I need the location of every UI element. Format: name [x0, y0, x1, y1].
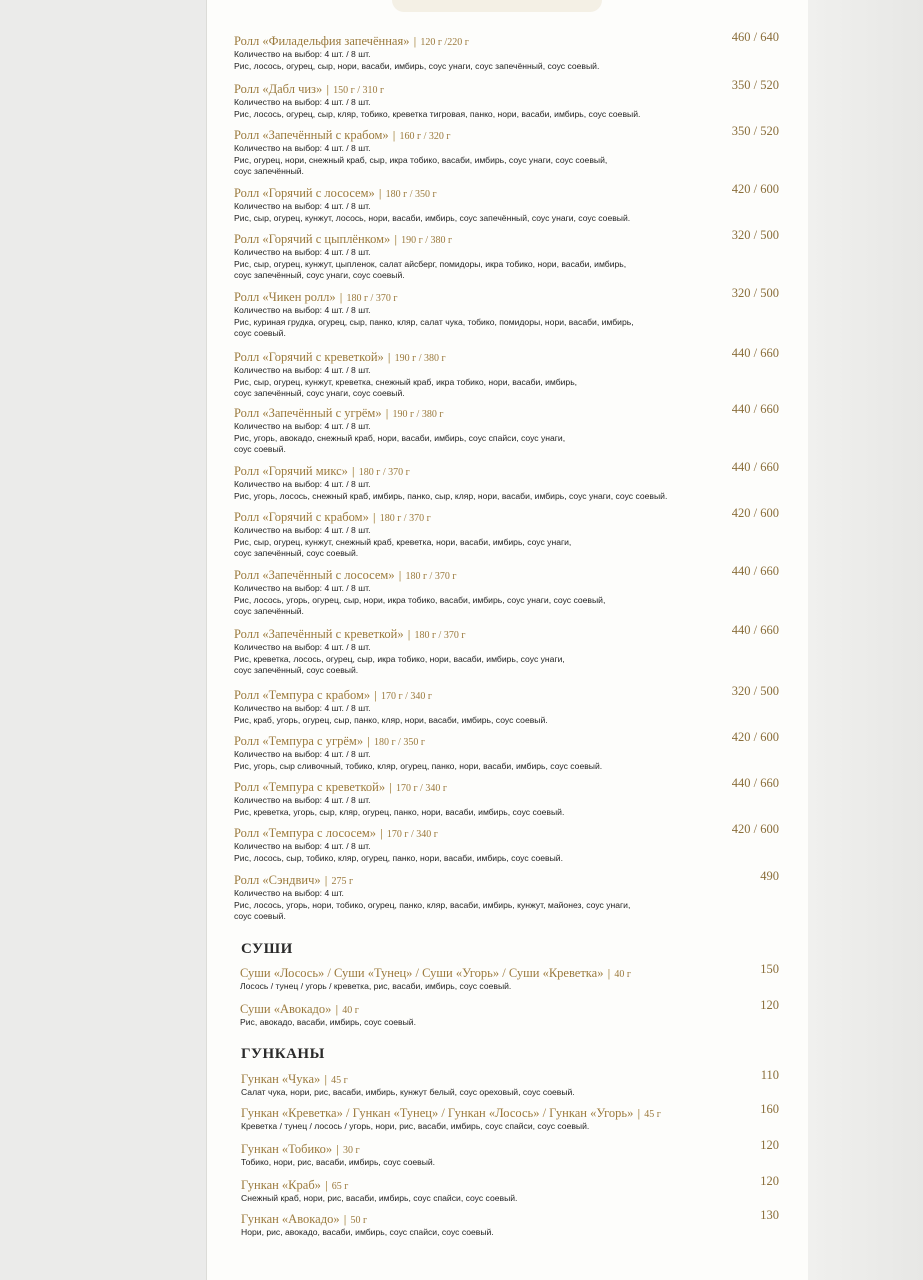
menu-item [234, 824, 779, 864]
section-title: ГУНКАНЫ [241, 1046, 325, 1062]
item-weight: 180 г / 350 г [385, 189, 437, 200]
item-weight: 120 г /220 г [420, 37, 469, 48]
item-price: 440 / 660 [731, 776, 779, 790]
item-ingredients: Рис, сыр, огурец, кунжут, цыпленок, салат айсберг, помидоры, икра тобико, нори, васаби, имбирь, [234, 258, 627, 269]
item-name: Ролл «Горячий с крабом» [234, 510, 369, 524]
separator: | [389, 782, 392, 794]
separator: | [324, 875, 328, 887]
separator: | [326, 84, 330, 96]
item-price: 320 / 500 [731, 684, 779, 698]
item-price: 420 / 600 [731, 730, 779, 744]
separator: | [637, 1108, 641, 1120]
item-ingredients: Рис, лосось, сыр, тобико, кляр, огурец, панко, нори, васаби, имбирь, соус соевый. [234, 852, 563, 863]
menu-item-header [234, 686, 779, 703]
item-ingredients: Тобико, нори, рис, васаби, имбирь, соус соевый. [241, 1157, 436, 1167]
item-weight: 190 г / 380 г [401, 235, 453, 246]
item-price: 420 / 600 [731, 506, 779, 520]
item-weight: 160 г / 320 г [399, 131, 451, 142]
menu-item [234, 625, 779, 677]
menu-item-header [240, 1000, 779, 1017]
item-quantity: Количество на выбор: 4 шт. / 8 шт. [234, 642, 371, 652]
item-name: Ролл «Запечённый с креветкой» [234, 627, 404, 641]
item-price: 120 [760, 1174, 779, 1188]
menu-item [241, 1140, 779, 1169]
menu-item-header [234, 404, 779, 421]
item-ingredients: Рис, лосось, огурец, сыр, нори, васаби, имбирь, соус унаги, соус запечённый, соус соевый. [234, 60, 600, 71]
item-price: 320 / 500 [731, 286, 779, 300]
item-weight: 150 г / 310 г [333, 85, 385, 96]
item-name: Гункан «Тобико» [241, 1142, 333, 1156]
item-ingredients: соус запечённый, соус соевый. [234, 665, 359, 676]
item-price: 350 / 520 [731, 78, 779, 92]
separator: | [367, 736, 370, 748]
menu-item [234, 80, 779, 120]
item-price: 150 [760, 962, 779, 976]
item-weight: 40 г [614, 969, 631, 980]
item-weight: 170 г / 340 г [386, 829, 438, 840]
item-name: Ролл «Запечённый с угрём» [234, 406, 382, 420]
item-ingredients: Креветка / тунец / лосось / угорь, нори, рис, васаби, имбирь, соус спайси, соус соевый. [241, 1121, 590, 1131]
item-price: 460 / 640 [731, 30, 779, 44]
item-name: Суши «Лосось» / Суши «Тунец» / Суши «Угорь» / Суши «Креветка» [240, 966, 604, 980]
menu-item-header [234, 566, 779, 583]
item-quantity: Количество на выбор: 4 шт. / 8 шт. [234, 143, 371, 153]
item-price: 440 / 660 [731, 564, 779, 578]
item-quantity: Количество на выбор: 4 шт. / 8 шт. [234, 49, 371, 59]
menu-item [234, 732, 779, 772]
item-ingredients: Рис, лосось, угорь, огурец, сыр, нори, икра тобико, васаби, имбирь, соус унаги, соус соевый, [234, 594, 606, 605]
menu-item [241, 1070, 779, 1099]
item-price: 440 / 660 [731, 346, 779, 360]
menu-item-header [234, 625, 779, 642]
separator: | [394, 234, 398, 246]
menu-item-header [234, 32, 779, 49]
item-ingredients: соус запечённый. [234, 166, 304, 177]
separator: | [413, 36, 417, 48]
item-weight: 275 г [331, 876, 354, 887]
menu-item [241, 1176, 779, 1205]
item-name: Ролл «Запечённый с лососем» [234, 568, 395, 582]
menu-item-header [234, 288, 779, 305]
item-ingredients: Рис, лосось, огурец, сыр, кляр, тобико, креветка тигровая, панко, нори, васаби, имбирь, соус соевый. [234, 108, 641, 119]
item-weight: 50 г [350, 1215, 368, 1226]
menu-item [234, 32, 779, 72]
item-name: Ролл «Горячий микс» [234, 464, 348, 478]
menu-item [241, 1104, 779, 1133]
menu-item [234, 462, 779, 502]
item-weight: 40 г [342, 1005, 359, 1016]
item-price: 440 / 660 [731, 460, 779, 474]
separator: | [324, 1074, 328, 1086]
menu-item-header [241, 1210, 779, 1227]
item-price: 440 / 660 [731, 623, 779, 637]
menu-item-header [234, 184, 779, 201]
menu-item-header [234, 732, 779, 749]
item-weight: 65 г [331, 1181, 349, 1192]
separator: | [351, 466, 355, 478]
item-name: Ролл «Темпура с креветкой» [234, 780, 386, 794]
item-ingredients: Салат чука, нори, рис, васаби, имбирь, кунжут белый, соус ореховый, соус соевый. [241, 1087, 575, 1097]
menu-item [241, 1210, 779, 1239]
item-ingredients: Рис, куриная грудка, огурец, сыр, панко, кляр, салат чука, тобико, помидоры, нори, васаби, имбирь, [234, 316, 634, 327]
item-name: Суши «Авокадо» [240, 1002, 332, 1016]
menu-item [234, 184, 779, 224]
item-ingredients: Рис, угорь, лосось, снежный краб, имбирь, панко, сыр, кляр, нори, васаби, имбирь, соус унаги, соус соевый. [234, 490, 668, 501]
item-name: Гункан «Авокадо» [241, 1212, 340, 1226]
item-weight: 180 г / 370 г [414, 630, 466, 641]
item-name: Гункан «Краб» [241, 1178, 321, 1192]
item-name: Гункан «Чука» [241, 1072, 321, 1086]
item-ingredients: Снежный краб, нори, рис, васаби, имбирь, соус спайси, соус соевый. [241, 1193, 518, 1203]
separator: | [380, 828, 383, 840]
item-price: 110 [760, 1068, 779, 1082]
item-name: Ролл «Запечённый с крабом» [234, 128, 389, 142]
separator: | [387, 352, 391, 364]
separator: | [335, 1004, 339, 1016]
item-ingredients: Рис, креветка, угорь, сыр, кляр, огурец, панко, нори, васаби, имбирь, соус соевый. [234, 806, 565, 817]
item-name: Ролл «Темпура с крабом» [234, 688, 371, 702]
menu-item-header [234, 824, 779, 841]
menu-item-header [241, 1140, 779, 1157]
menu-item [234, 348, 779, 400]
item-weight: 45 г [331, 1075, 348, 1086]
menu-item [234, 871, 779, 923]
menu-item-header [234, 80, 779, 97]
item-price: 440 / 660 [731, 402, 779, 416]
item-weight: 190 г / 380 г [392, 409, 444, 420]
separator: | [374, 690, 377, 702]
menu-item-header [234, 508, 779, 525]
separator: | [378, 188, 382, 200]
menu-item [234, 404, 779, 456]
separator: | [324, 1180, 328, 1192]
menu-item-header [234, 348, 779, 365]
item-quantity: Количество на выбор: 4 шт. / 8 шт. [234, 841, 371, 851]
item-ingredients: Рис, сыр, огурец, кунжут, лосось, нори, васаби, имбирь, соус запечённый, соус унаги, соус соевый. [234, 212, 631, 223]
item-name: Гункан «Креветка» / Гункан «Тунец» / Гункан «Лосось» / Гункан «Угорь» [241, 1106, 634, 1120]
menu-item [234, 126, 779, 178]
item-ingredients: Рис, сыр, огурец, кунжут, снежный краб, креветка, нори, васаби, имбирь, соус унаги, [234, 536, 572, 547]
item-weight: 170 г / 340 г [381, 691, 432, 702]
scan-background [808, 0, 923, 1280]
menu-item [234, 508, 779, 560]
item-quantity: Количество на выбор: 4 шт. / 8 шт. [234, 365, 371, 375]
menu-item-header [241, 1104, 779, 1121]
item-price: 120 [760, 1138, 779, 1152]
item-name: Ролл «Горячий с цыплёнком» [234, 232, 391, 246]
menu-item-header [234, 126, 779, 143]
separator: | [372, 512, 376, 524]
item-price: 420 / 600 [731, 822, 779, 836]
item-ingredients: Рис, лосось, угорь, нори, тобико, огурец, панко, кляр, васаби, имбирь, кунжут, майонез, соус унаги, [234, 899, 631, 910]
separator: | [385, 408, 389, 420]
item-quantity: Количество на выбор: 4 шт. / 8 шт. [234, 305, 371, 315]
item-price: 160 [760, 1102, 779, 1116]
item-quantity: Количество на выбор: 4 шт. / 8 шт. [234, 749, 371, 759]
item-ingredients: Рис, угорь, сыр сливочный, тобико, кляр, огурец, панко, нори, васаби, имбирь, соус соевый. [234, 760, 603, 771]
separator: | [398, 570, 402, 582]
item-ingredients: Лосось / тунец / угорь / креветка, рис, васаби, имбирь, соус соевый. [240, 981, 512, 991]
top-ornament [392, 0, 602, 12]
item-price: 320 / 500 [731, 228, 779, 242]
menu-item [240, 1000, 779, 1029]
separator: | [343, 1214, 347, 1226]
item-quantity: Количество на выбор: 4 шт. / 8 шт. [234, 795, 371, 805]
item-quantity: Количество на выбор: 4 шт. / 8 шт. [234, 479, 371, 489]
item-ingredients: соус запечённый, соус унаги, соус соевый. [234, 270, 405, 281]
item-ingredients: соус соевый. [234, 328, 286, 339]
item-quantity: Количество на выбор: 4 шт. / 8 шт. [234, 201, 371, 211]
item-price: 490 [760, 869, 779, 883]
item-quantity: Количество на выбор: 4 шт. / 8 шт. [234, 421, 371, 431]
item-name: Ролл «Филадельфия запечённая» [234, 34, 410, 48]
item-weight: 45 г [644, 1109, 661, 1120]
item-ingredients: Рис, сыр, огурец, кунжут, креветка, снежный краб, икра тобико, нори, васаби, имбирь, [234, 376, 578, 387]
item-name: Ролл «Горячий с лососем» [234, 186, 375, 200]
item-weight: 180 г / 370 г [405, 571, 457, 582]
item-ingredients: соус соевый. [234, 444, 286, 455]
item-name: Ролл «Дабл чиз» [234, 82, 323, 96]
item-weight: 180 г / 370 г [346, 293, 398, 304]
item-ingredients: Нори, рис, авокадо, васаби, имбирь, соус спайси, соус соевый. [241, 1227, 494, 1237]
item-ingredients: соус соевый. [234, 911, 286, 922]
item-ingredients: соус запечённый, соус унаги, соус соевый. [234, 388, 405, 399]
menu-item [234, 288, 779, 340]
menu-item-header [234, 462, 779, 479]
item-name: Ролл «Сэндвич» [234, 873, 321, 887]
item-weight: 180 г / 350 г [373, 737, 425, 748]
menu-item-header [234, 871, 779, 888]
item-ingredients: Рис, авокадо, васаби, имбирь, соус соевый. [240, 1017, 416, 1027]
menu-item-header [234, 230, 779, 247]
menu-item-header [234, 778, 779, 795]
item-ingredients: Рис, угорь, авокадо, снежный краб, нори, васаби, имбирь, соус спайси, соус унаги, [234, 432, 566, 443]
item-weight: 190 г / 380 г [394, 353, 446, 364]
item-quantity: Количество на выбор: 4 шт. [234, 888, 344, 898]
item-weight: 180 г / 370 г [379, 513, 431, 524]
item-name: Ролл «Темпура с угрём» [234, 734, 364, 748]
separator: | [392, 130, 396, 142]
item-weight: 180 г / 370 г [358, 467, 410, 478]
item-ingredients: соус запечённый. [234, 606, 304, 617]
menu-item-header [241, 1176, 779, 1193]
item-quantity: Количество на выбор: 4 шт. / 8 шт. [234, 703, 371, 713]
item-ingredients: Рис, краб, угорь, огурец, сыр, панко, кляр, нори, васаби, имбирь, соус соевый. [234, 714, 548, 725]
menu-item [234, 686, 779, 726]
menu-item-header [240, 964, 779, 981]
separator: | [407, 629, 411, 641]
item-price: 420 / 600 [731, 182, 779, 196]
menu-item [240, 964, 779, 993]
item-quantity: Количество на выбор: 4 шт. / 8 шт. [234, 525, 371, 535]
section-title: СУШИ [241, 941, 293, 957]
separator: | [339, 292, 343, 304]
menu-item-header [241, 1070, 779, 1087]
item-ingredients: Рис, креветка, лосось, огурец, сыр, икра тобико, нори, васаби, имбирь, соус унаги, [234, 653, 565, 664]
item-ingredients: соус запечённый, соус соевый. [234, 548, 359, 559]
item-name: Ролл «Темпура с лососем» [234, 826, 377, 840]
item-name: Ролл «Горячий с креветкой» [234, 350, 384, 364]
item-price: 130 [760, 1208, 779, 1222]
menu-item [234, 230, 779, 282]
separator: | [336, 1144, 339, 1156]
item-weight: 30 г [342, 1145, 360, 1156]
item-quantity: Количество на выбор: 4 шт. / 8 шт. [234, 97, 371, 107]
menu-item [234, 778, 779, 818]
item-weight: 170 г / 340 г [395, 783, 447, 794]
separator: | [607, 968, 611, 980]
item-name: Ролл «Чикен ролл» [234, 290, 336, 304]
item-price: 120 [760, 998, 779, 1012]
item-price: 350 / 520 [731, 124, 779, 138]
item-quantity: Количество на выбор: 4 шт. / 8 шт. [234, 583, 371, 593]
item-quantity: Количество на выбор: 4 шт. / 8 шт. [234, 247, 371, 257]
menu-item [234, 566, 779, 618]
item-ingredients: Рис, огурец, нори, снежный краб, сыр, икра тобико, васаби, имбирь, соус унаги, соус соевый, [234, 154, 608, 165]
